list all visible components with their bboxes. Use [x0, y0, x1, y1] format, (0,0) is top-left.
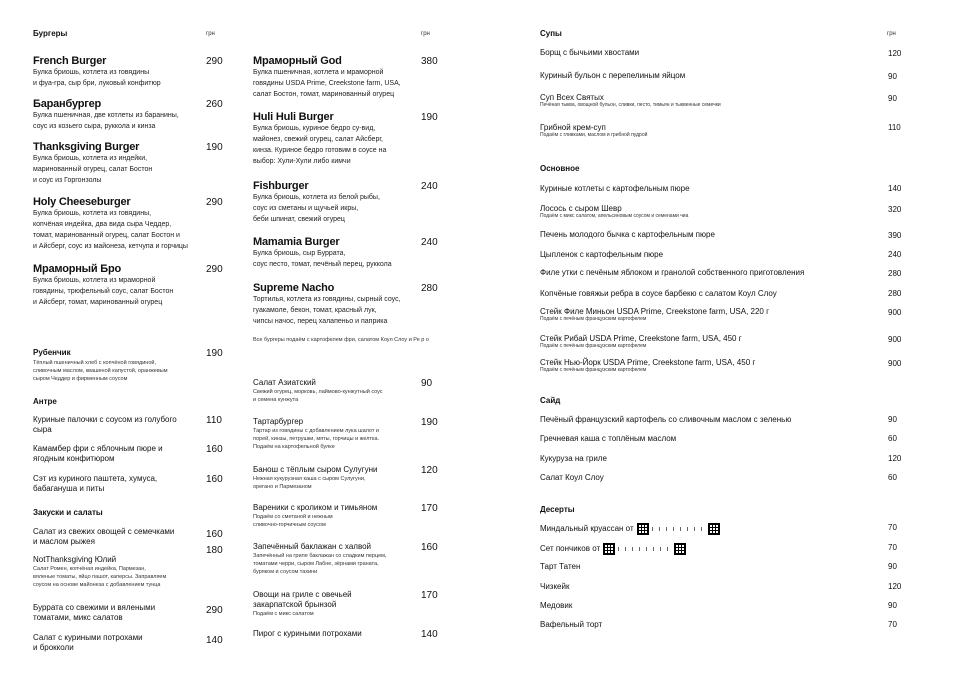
item-desc: Булка бриошь, котлета из индейки, маринованный огурец, салат Бостон и соус из Горгонзолы: [33, 155, 153, 184]
item-price: 70: [888, 543, 897, 552]
item-price: 390: [888, 231, 902, 240]
item-name: Камамбер фри с яблочным пюре и ягодным конфитюром: [33, 444, 163, 463]
menu-item: [540, 250, 663, 259]
item-name: Сет пончиков от: [540, 544, 601, 554]
menu-item: [33, 55, 233, 89]
menu-item: [253, 542, 433, 576]
item-desc: Тартар из говядины с добавлением лука шалот и порей, кинзы, петрушки, мяты, горчицы и желтка. Подаём на картофельной булке: [253, 428, 380, 450]
item-name: Сэт из куриного паштета, хумуса, бабагануша и питы: [33, 474, 158, 493]
item-price: 60: [888, 434, 897, 443]
menu-item: [253, 236, 423, 270]
menu-item: [253, 590, 433, 618]
item-name: Медовик: [540, 601, 573, 610]
menu-item: [540, 307, 769, 322]
section-title-sides: Сайд: [540, 396, 561, 405]
item-desc: Подаём с печёным французским картофелем: [540, 367, 647, 373]
item-price: 900: [888, 335, 902, 344]
menu-item: [33, 527, 208, 547]
item-desc: Булка бриошь, сыр Буррата, соус песто, томат, печёный перец, руккола: [253, 250, 392, 268]
section-title-soups: Супы: [540, 29, 562, 38]
menu-item: [33, 196, 233, 252]
item-price: 90: [888, 415, 897, 424]
item-price: 280: [421, 283, 438, 294]
menu-item: [540, 415, 791, 424]
item-price: 180: [206, 545, 223, 556]
qr-code-icon: [674, 543, 686, 555]
currency-label: грн: [887, 31, 896, 37]
section-title-salads: Закуски и салаты: [33, 508, 103, 517]
menu-item: [253, 629, 428, 639]
item-price: 320: [888, 205, 902, 214]
item-name: Тартарбургер: [253, 417, 304, 426]
menu-item: [253, 180, 423, 225]
item-price: 110: [206, 415, 222, 426]
item-price: 290: [206, 264, 223, 275]
item-price: 90: [888, 601, 897, 610]
menu-item: [540, 473, 604, 482]
section-title-antre: Антре: [33, 397, 57, 406]
item-price: 70: [888, 620, 897, 629]
item-desc: Булка бриошь, котлета из говядины и фуа-гра, сыр бри, луковый конфитюр: [33, 69, 161, 87]
item-desc: Тёплый пшеничный хлеб с копчёной говядиной, сливочным маслом, квашеной капустой, оранжевым сыром Чеддер и фирменным соусом: [33, 360, 168, 382]
menu-item: [253, 503, 433, 529]
item-name: Филе утки с печёным яблоком и гранолой собственного приготовления: [540, 268, 805, 277]
item-price: 140: [206, 635, 223, 646]
item-price: 190: [206, 348, 223, 359]
item-name: Mamamia Burger: [253, 236, 340, 248]
item-name: Вареники с кроликом и тимьяном: [253, 503, 378, 512]
menu-item: [33, 555, 213, 589]
menu-item: [253, 465, 433, 491]
menu-item: [540, 334, 742, 349]
item-desc: Булка бриошь, куриное бедро су-вид, майонез, свежий огурец, салат Айсберг, кинза. Куриное бедро готовим в соусе на выбор: Хули-Хули либо кимчи: [253, 125, 387, 165]
dotted-separator: [618, 547, 668, 551]
item-price: 120: [888, 454, 902, 463]
menu-item: [253, 282, 423, 327]
menu-item: [540, 204, 688, 219]
menu-item: [253, 111, 423, 167]
menu-item: [33, 263, 233, 308]
qr-code-icon: [708, 523, 720, 535]
item-name: Supreme Nacho: [253, 282, 335, 294]
item-price: 240: [421, 237, 438, 248]
menu-item: [540, 93, 721, 108]
item-desc: Подаём с печёным французским картофелем: [540, 316, 647, 322]
item-desc: Печёная тыква, овощной бульон, сливки, песто, тимьян и тыквенные семечки: [540, 102, 721, 108]
item-price: 90: [888, 94, 897, 103]
menu-item: [540, 562, 580, 571]
item-price: 170: [421, 503, 438, 514]
item-name: Куриный бульон с перепелиным яйцом: [540, 71, 686, 80]
item-price: 160: [206, 529, 223, 540]
item-name: Кукуруза на гриле: [540, 454, 607, 463]
menu-item: [540, 543, 686, 555]
item-name: Куриные палочки с соусом из голубого сыра: [33, 415, 177, 434]
item-price: 240: [888, 250, 902, 259]
qr-code-icon: [637, 523, 649, 535]
item-name: Овощи на гриле с овечьей закарпатской брынзой: [253, 590, 352, 609]
item-price: 900: [888, 359, 902, 368]
item-name: Буррата со свежими и вялеными томатами, микс салатов: [33, 603, 156, 622]
item-desc: Салат Ромен, копчёная индейка, Пармезан, вяленые томаты, яйцо пашот, каперсы. Заправляем соусом на основе майонеза с добавлением тунца: [33, 566, 167, 588]
item-name: Печень молодого бычка с картофельным пюре: [540, 230, 715, 239]
item-price: 190: [421, 112, 438, 123]
item-desc: Подаём с гливками, маслом и грибной пудрой: [540, 132, 648, 138]
dotted-separator: [652, 527, 702, 531]
item-price: 380: [421, 56, 438, 67]
item-price: 70: [888, 523, 897, 532]
item-name: Стейк Нью-Йорк USDA Prime, Creekstone farm, USA, 450 г: [540, 358, 756, 367]
item-name: Салат из свежих овощей с семечками и маслом рыжея: [33, 527, 175, 546]
menu-item: [33, 141, 233, 186]
item-name: Грибной крем-суп: [540, 123, 606, 132]
item-desc: Подаём с микс салатом, апельсиновым соусом и семенами чиа: [540, 213, 689, 219]
item-desc: Булка бриошь, котлета из мраморной говядины, трюфельный соус, салат Бостон и Айсберг, томат, маринованный огурец: [33, 277, 174, 306]
item-name: Цыпленок с картофельным пюре: [540, 250, 664, 259]
item-name: Салат Азиатский: [253, 378, 316, 387]
item-name: Борщ с бычьими хвостами: [540, 48, 640, 57]
menu-item-rubenchik: [33, 348, 213, 383]
item-name: Банош с тёплым сыром Сулугуни: [253, 465, 378, 474]
menu-item: [540, 289, 777, 298]
item-desc: Свежий огурец, морковь, лаймово-кунжутный соус и семена кунжута: [253, 389, 383, 403]
menu-item: [253, 417, 433, 451]
item-price: 120: [888, 582, 902, 591]
menu-item: [540, 601, 572, 610]
item-price: 240: [421, 181, 438, 192]
item-price: 160: [206, 474, 223, 485]
item-name: Лосось с сыром Шевр: [540, 204, 622, 213]
item-price: 120: [888, 49, 902, 58]
menu-item: [540, 123, 647, 138]
item-name: Стейк Филе Миньон USDA Prime, Creekstone farm, USA, 220 г: [540, 307, 769, 316]
menu-item: [33, 633, 208, 653]
menu-item: [540, 454, 607, 463]
menu-item: [33, 98, 233, 132]
menu-item: [540, 358, 755, 373]
menu-item: [540, 184, 690, 193]
item-price: 140: [888, 184, 902, 193]
menu-item: [540, 71, 685, 80]
menu-item: [33, 603, 208, 623]
menu-item: [540, 620, 602, 629]
item-name: Fishburger: [253, 180, 309, 192]
item-price: 900: [888, 308, 902, 317]
item-price: 90: [888, 562, 897, 571]
item-name: Мраморный God: [253, 55, 342, 67]
section-title-mains: Основное: [540, 164, 580, 173]
item-desc: Булка бриошь, котлета из белой рыбы, соус из сметаны и щучьей икры, беби шпинат, свежий огурец: [253, 194, 380, 223]
item-price: 190: [421, 417, 438, 428]
burgers-note: Все бургеры подаём с картофелем фри, салатом Коул Слоу и Ре p о: [253, 337, 429, 343]
item-desc: Подаём с печёным французским картофелем: [540, 343, 647, 349]
item-name: Копчёные говяжьи ребра в соусе барбекю с салатом Коул Слоу: [540, 289, 777, 298]
item-price: 290: [206, 197, 223, 208]
item-price: 120: [421, 465, 438, 476]
item-name: Holy Cheeseburger: [33, 196, 131, 208]
item-desc: Подаём со сметаной и нежным сливочно-горчичным соусом: [253, 514, 333, 528]
menu-item: [540, 523, 720, 535]
item-name: Чизкейк: [540, 582, 570, 591]
menu-item: [540, 230, 715, 239]
section-title-burgers: Бургеры: [33, 29, 68, 38]
currency-label: грн: [421, 31, 430, 37]
item-name: Пирог с куриными потрохами: [253, 629, 362, 638]
item-name: Вафельный торт: [540, 620, 603, 629]
item-price: 190: [206, 142, 223, 153]
item-name: Huli Huli Burger: [253, 111, 334, 123]
item-desc: Булка бриошь, котлета из говядины, копчёная индейка, два вида сыра Чеддер, томат, маринованный огурец, салат Бостон и и Айсберг, соус из майонеза, кетчупа и горчицы: [33, 210, 188, 250]
menu-item: [540, 582, 569, 591]
item-price: 90: [421, 378, 433, 389]
item-desc: Нежная кукурузная каша с сыром Сулугуни, орегано и Пармезаном: [253, 476, 366, 490]
item-price: 90: [888, 72, 897, 81]
menu-item: [540, 268, 804, 277]
item-name: Баранбургер: [33, 98, 102, 110]
item-name: Стейк Рибай USDA Prime, Creekstone farm, USA, 450 г: [540, 334, 742, 343]
item-name: Запечённый баклажан с халвой: [253, 542, 372, 551]
menu-item: [540, 434, 676, 443]
item-name: Салат Коул Слоу: [540, 473, 604, 482]
item-price: 280: [888, 289, 902, 298]
item-name: Гречневая каша с топлёным маслом: [540, 434, 677, 443]
item-price: 60: [888, 473, 897, 482]
item-desc: Запечённый на гриле баклажан со сладким перцем, томатами черри, сыром Лабне, зёрнами граната, буряком и соусом тахини: [253, 553, 387, 575]
item-price: 170: [421, 590, 438, 601]
item-name: Мраморный Бро: [33, 263, 122, 275]
item-desc: Подаём с микс салатом: [253, 611, 314, 617]
menu-item: [540, 48, 639, 57]
item-price: 290: [206, 56, 223, 67]
item-name: Рубенчик: [33, 348, 71, 357]
item-price: 160: [206, 444, 223, 455]
qr-code-icon: [603, 543, 615, 555]
menu-item: [253, 378, 433, 404]
menu-item: [253, 55, 423, 100]
item-desc: Булка пшеничная, котлета и мраморной говядины USDA Prime, Creekstone farm, USA, салат Бостон, томат, маринованный огурец: [253, 69, 401, 98]
item-name: Тарт Татен: [540, 562, 581, 571]
item-desc: Тортилья, котлета из говядины, сырный соус, гуакамоле, бекон, томат, красный лук, чипсы начос, перец халапеньо и паприка: [253, 296, 401, 325]
section-title-desserts: Десерты: [540, 505, 575, 514]
item-price: 140: [421, 629, 438, 640]
item-price: 260: [206, 99, 223, 110]
currency-label: грн: [206, 31, 215, 37]
item-price: 110: [888, 123, 901, 132]
item-name: NotThanksgiving Юлий: [33, 555, 117, 564]
item-name: French Burger: [33, 55, 107, 67]
item-price: 290: [206, 605, 223, 616]
item-name: Thanksgiving Burger: [33, 141, 140, 153]
item-price: 160: [421, 542, 438, 553]
item-name: Салат с куриными потрохами и брокколи: [33, 633, 143, 652]
item-desc: Булка пшеничная, две котлеты из баранины, соус из козьего сыра, руккола и кинза: [33, 112, 179, 130]
item-name: Миндальный круассан от: [540, 524, 634, 534]
item-price: 280: [888, 269, 902, 278]
item-name: Куриные котлеты с картофельным пюре: [540, 184, 690, 193]
item-name: Суп Всех Святых: [540, 93, 604, 102]
item-name: Печёный французский картофель со сливочным маслом с зеленью: [540, 415, 792, 424]
